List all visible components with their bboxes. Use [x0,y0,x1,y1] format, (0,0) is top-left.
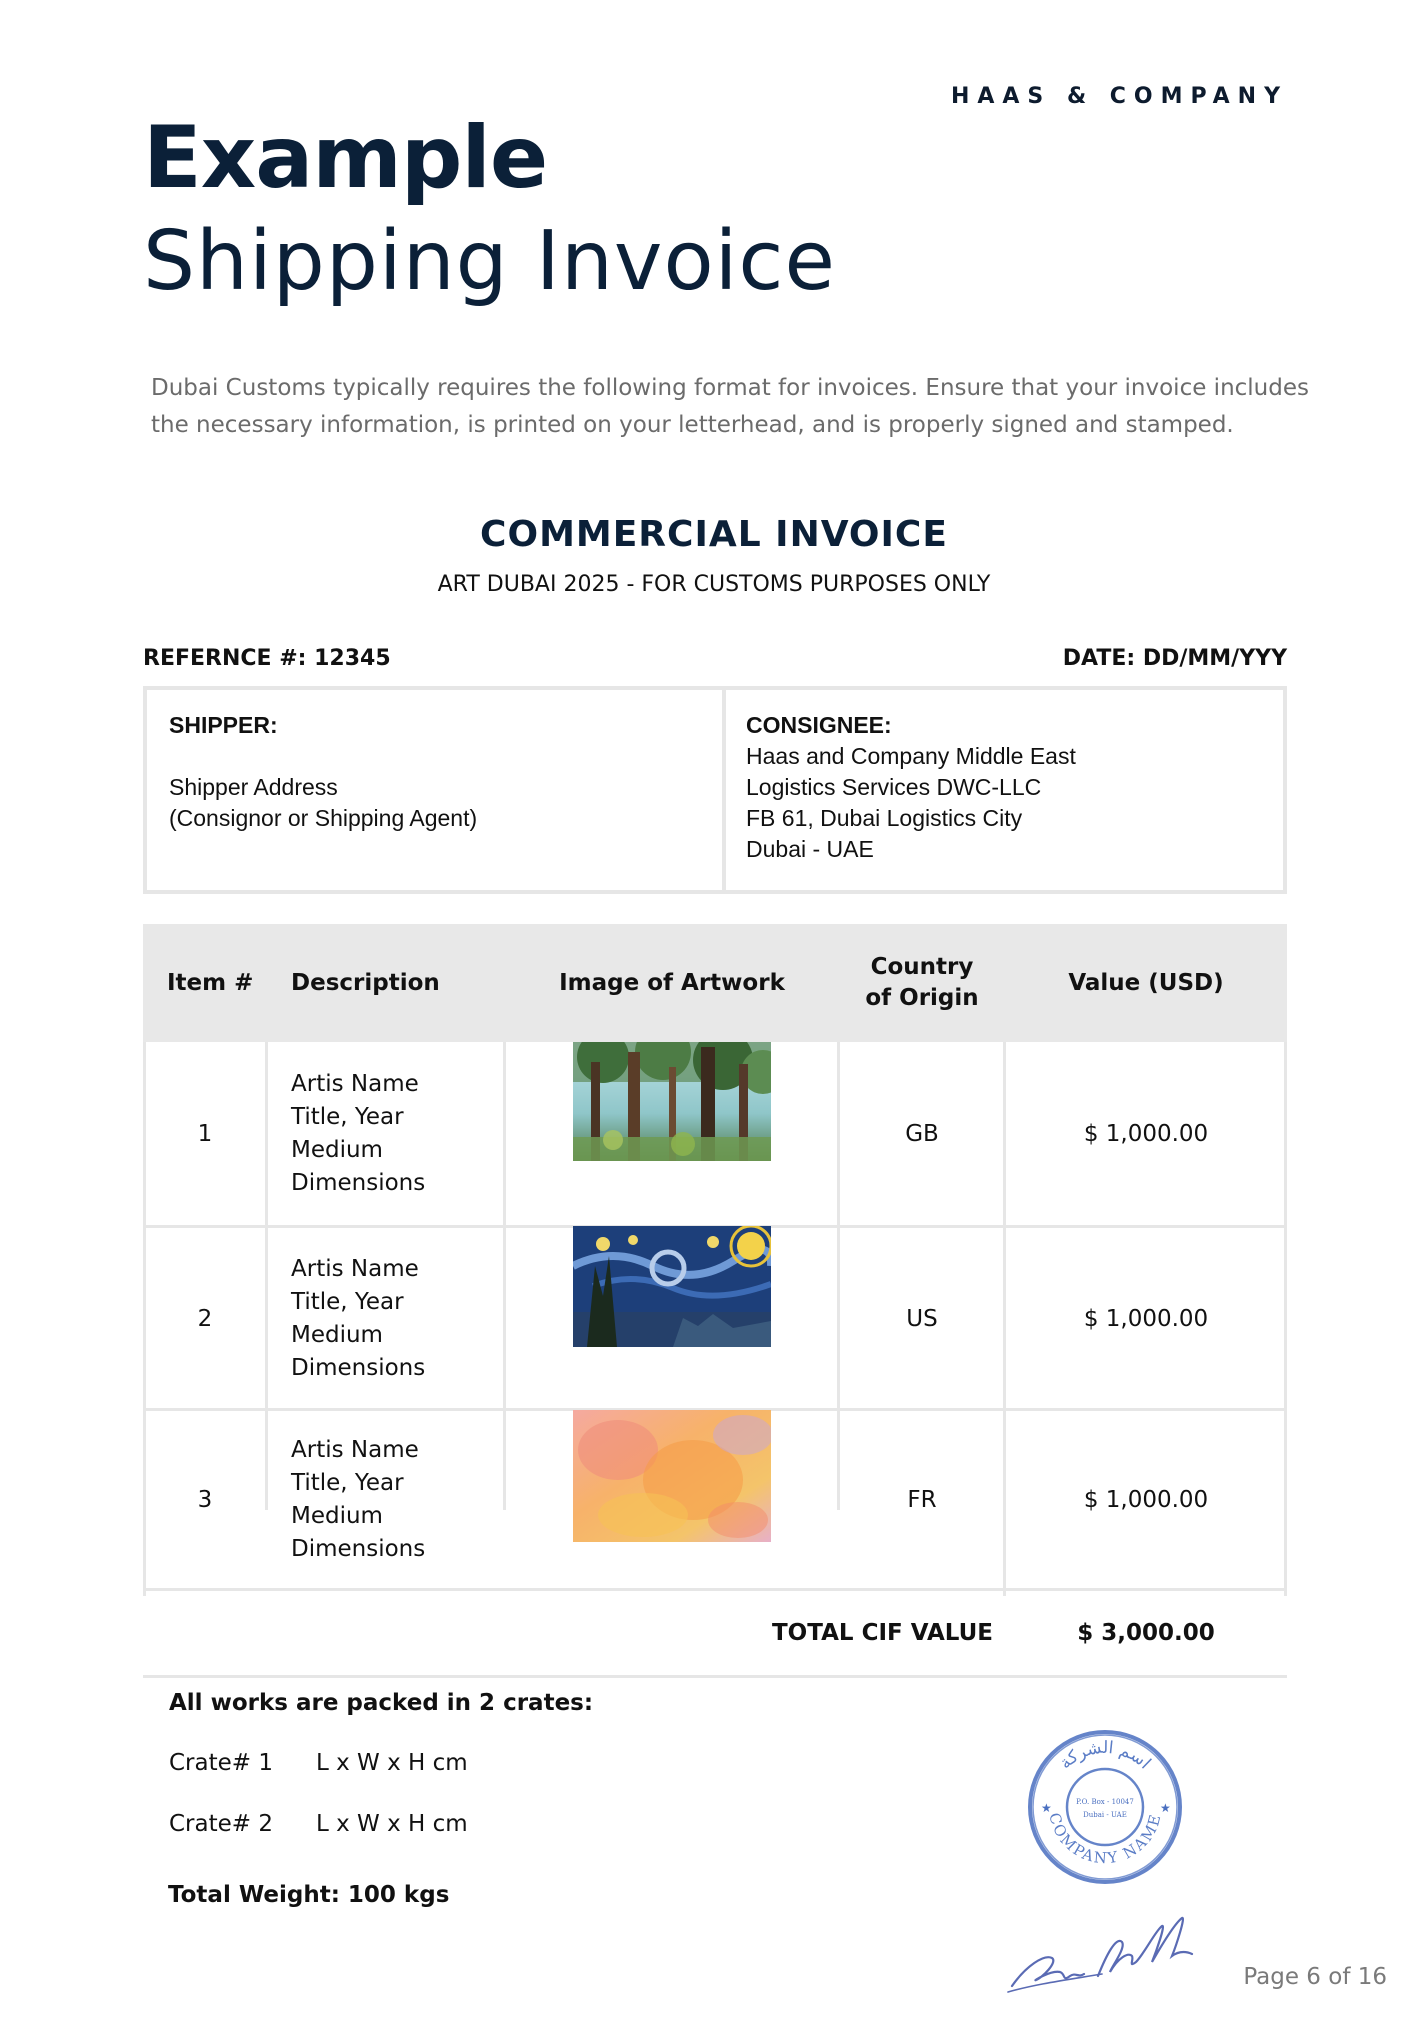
stamp-text-top: اسم الشركة [1055,1737,1155,1774]
artwork-starry-night-image [573,1226,771,1347]
header-country [839,924,1005,1042]
invoice-title: COMMERCIAL INVOICE [480,514,948,555]
header-image: Image of Artwork [559,969,785,996]
row-value: $ 1,000.00 [1083,1121,1209,1147]
table-header [143,924,1287,1042]
svg-text:★: ★ [1160,1801,1171,1815]
page-title-line2: Shipping Invoice [143,214,836,309]
parties-divider [722,690,726,890]
brand-name: HAAS & COMPANY [950,84,1288,109]
header-value: Value (USD) [1068,969,1224,996]
desc-line: Medium [291,1137,383,1163]
svg-text:★: ★ [1041,1801,1052,1815]
desc-line: Dimensions [291,1170,426,1196]
row-description [291,1042,501,1226]
desc-line: Dimensions [291,1536,426,1562]
artwork-forest-image [573,1042,771,1161]
invoice-date: DATE: DD/MM/YYY [1062,646,1287,671]
signature [1006,1896,1196,1996]
desc-line: Title, Year [291,1104,404,1130]
table-border [503,1042,506,1510]
row-item-number: 3 [197,1487,213,1513]
page-title-line1: Example [143,108,548,208]
row-country: US [906,1305,938,1332]
page-number: Page 6 of 16 [1243,1964,1387,1990]
row-description [291,1227,501,1410]
desc-line: Dimensions [291,1354,426,1381]
shipper-label: SHIPPER: [169,712,278,738]
desc-line: Artis Name [291,1255,419,1282]
total-cif-value: $ 3,000.00 [1077,1620,1215,1646]
consignee-line: Haas and Company Middle East [746,743,1076,769]
crate-1-dims: L x W x H cm [316,1750,468,1776]
header-country-line: Country [870,954,974,980]
intro-paragraph [151,370,1309,444]
row-item-number: 1 [197,1121,213,1147]
shipper-block [169,710,477,834]
consignee-block [746,710,1076,865]
crate-2-dims: L x W x H cm [316,1811,468,1837]
total-cif-label: TOTAL CIF VALUE [771,1620,993,1646]
row-item-number: 2 [197,1305,213,1332]
invoice-subtitle: ART DUBAI 2025 - FOR CUSTOMS PURPOSES ONLY [437,572,991,597]
desc-line: Artis Name [291,1071,419,1097]
reference-number: REFERNCE #: 12345 [143,646,391,671]
consignee-line: Dubai - UAE [746,836,874,862]
stamp-center-line: P.O. Box - 10047 [1076,1798,1134,1806]
consignee-line: FB 61, Dubai Logistics City [746,805,1023,831]
header-item: Item # [167,969,254,996]
row-country: FR [907,1487,937,1513]
stamp-center-line: Dubai - UAE [1083,1811,1127,1819]
total-weight: Total Weight: 100 kgs [168,1882,450,1908]
intro-line: Dubai Customs typically requires the following format for invoices. Ensure that your invoice includes [151,375,1309,401]
row-country: GB [905,1121,939,1147]
desc-line: Medium [291,1503,383,1529]
desc-line: Artis Name [291,1437,419,1463]
company-stamp [1024,1726,1186,1888]
consignee-line: Logistics Services DWC-LLC [746,774,1042,800]
desc-line: Title, Year [291,1288,404,1315]
artwork-abstract-watercolor-image [573,1410,771,1542]
crate-1-name: Crate# 1 [169,1750,273,1776]
stamp-text-bottom: COMPANY NAME [1045,1810,1165,1868]
parties-box [143,686,1287,894]
desc-line: Medium [291,1321,383,1348]
svg-text:COMPANY NAME [1045,1811,1165,1867]
packing-heading: All works are packed in 2 crates: [169,1690,594,1716]
header-country-line: of Origin [865,985,979,1011]
row-description [291,1410,501,1590]
crate-2-name: Crate# 2 [169,1811,273,1837]
row-value: $ 1,000.00 [1083,1305,1209,1332]
consignee-label: CONSIGNEE: [746,712,892,738]
shipper-note: (Consignor or Shipping Agent) [169,805,478,831]
header-description: Description [291,969,440,996]
intro-line: the necessary information, is printed on your letterhead, and is properly signed and stamped. [151,412,1234,438]
shipper-address: Shipper Address [169,774,338,800]
row-value: $ 1,000.00 [1083,1487,1209,1513]
desc-line: Title, Year [291,1470,404,1496]
